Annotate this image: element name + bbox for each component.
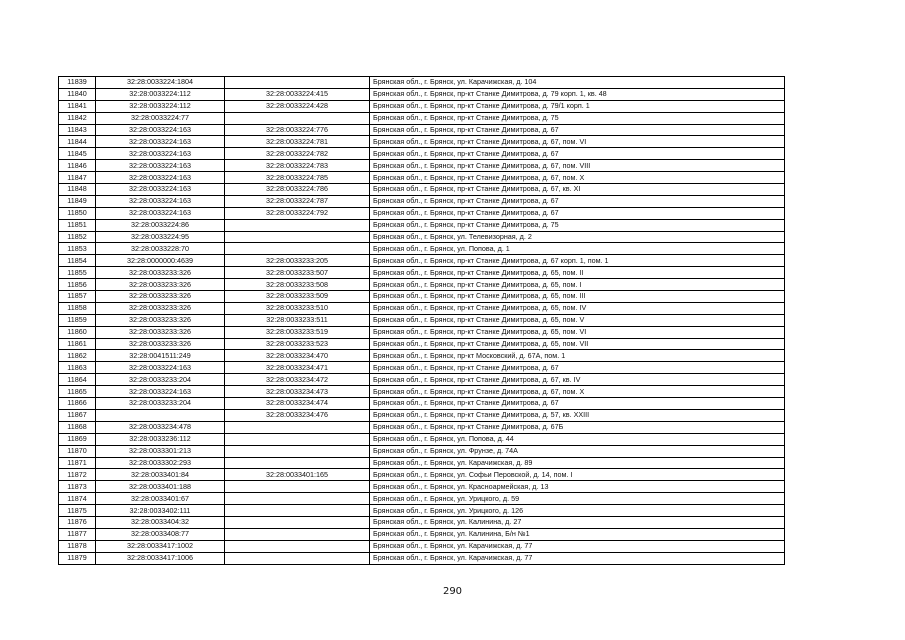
table-row [59, 326, 785, 338]
address-cell: Брянская обл., г. Брянск, пр-кт Станке Димитрова, д. 65, пом. I [370, 279, 785, 291]
cadastral-number-cell: 32:28:0033302:293 [96, 457, 225, 469]
address-cell: Брянская обл., г. Брянск, ул. Телевизорная, д. 2 [370, 231, 785, 243]
cadastral-number-cell: 32:28:0033224:95 [96, 231, 225, 243]
row-number-cell: 11877 [59, 528, 96, 540]
cadastral-number-cell: 32:28:0033224:163 [96, 160, 225, 172]
row-number-cell: 11844 [59, 136, 96, 148]
address-cell: Брянская обл., г. Брянск, ул. Попова, д. 44 [370, 433, 785, 445]
related-cadastral-number-cell: 32:28:0033234:470 [225, 350, 370, 362]
cadastral-number-cell: 32:28:0033224:163 [96, 148, 225, 160]
row-number-cell: 11869 [59, 433, 96, 445]
related-cadastral-number-cell [225, 552, 370, 564]
cadastral-number-cell: 32:28:0033233:326 [96, 291, 225, 303]
address-cell: Брянская обл., г. Брянск, пр-кт Станке Димитрова, д. 65, пом. VI [370, 326, 785, 338]
cadastral-number-cell: 32:28:0033224:163 [96, 184, 225, 196]
table-row [59, 481, 785, 493]
related-cadastral-number-cell: 32:28:0033224:428 [225, 100, 370, 112]
row-number-cell: 11842 [59, 112, 96, 124]
cadastral-number-cell: 32:28:0033401:188 [96, 481, 225, 493]
row-number-cell: 11853 [59, 243, 96, 255]
table-row [59, 362, 785, 374]
row-number-cell: 11850 [59, 207, 96, 219]
cadastral-number-cell: 32:28:0033224:86 [96, 219, 225, 231]
cadastral-number-cell: 32:28:0041511:249 [96, 350, 225, 362]
cadastral-number-cell: 32:28:0033224:163 [96, 172, 225, 184]
row-number-cell: 11860 [59, 326, 96, 338]
cadastral-number-cell: 32:28:0033224:1804 [96, 77, 225, 89]
table-row [59, 457, 785, 469]
table-row [59, 516, 785, 528]
address-cell: Брянская обл., г. Брянск, ул. Калинина, д. 27 [370, 516, 785, 528]
table-row [59, 219, 785, 231]
table-row [59, 124, 785, 136]
address-cell: Брянская обл., г. Брянск, пр-кт Станке Димитрова, д. 79 корп. 1, кв. 48 [370, 88, 785, 100]
table-row [59, 445, 785, 457]
address-cell: Брянская обл., г. Брянск, ул. Калинина, Б/н №1 [370, 528, 785, 540]
row-number-cell: 11863 [59, 362, 96, 374]
table-row [59, 314, 785, 326]
related-cadastral-number-cell: 32:28:0033224:781 [225, 136, 370, 148]
page-number: 290 [442, 586, 463, 597]
address-cell: Брянская обл., г. Брянск, пр-кт Станке Димитрова, д. 65, пом. V [370, 314, 785, 326]
related-cadastral-number-cell: 32:28:0033234:476 [225, 409, 370, 421]
row-number-cell: 11874 [59, 493, 96, 505]
row-number-cell: 11875 [59, 505, 96, 517]
row-number-cell: 11848 [59, 184, 96, 196]
row-number-cell: 11864 [59, 374, 96, 386]
table-row [59, 207, 785, 219]
address-cell: Брянская обл., г. Брянск, пр-кт Станке Димитрова, д. 67, пом. VI [370, 136, 785, 148]
cadastral-number-cell: 32:28:0033234:478 [96, 421, 225, 433]
table-row [59, 112, 785, 124]
row-number-cell: 11873 [59, 481, 96, 493]
table-row [59, 552, 785, 564]
cadastral-number-cell: 32:28:0000000:4639 [96, 255, 225, 267]
cadastral-number-cell: 32:28:0033233:326 [96, 314, 225, 326]
row-number-cell: 11841 [59, 100, 96, 112]
cadastral-number-cell: 32:28:0033417:1002 [96, 540, 225, 552]
cadastral-number-cell: 32:28:0033224:163 [96, 207, 225, 219]
table-row [59, 88, 785, 100]
related-cadastral-number-cell [225, 528, 370, 540]
registry-table [58, 76, 785, 565]
table-row [59, 302, 785, 314]
address-cell: Брянская обл., г. Брянск, пр-кт Станке Димитрова, д. 67 [370, 148, 785, 160]
address-cell: Брянская обл., г. Брянск, пр-кт Московский, д. 67А, пом. 1 [370, 350, 785, 362]
row-number-cell: 11851 [59, 219, 96, 231]
address-cell: Брянская обл., г. Брянск, ул. Попова, д. 1 [370, 243, 785, 255]
related-cadastral-number-cell: 32:28:0033224:776 [225, 124, 370, 136]
cadastral-number-cell: 32:28:0033224:163 [96, 386, 225, 398]
cadastral-number-cell: 32:28:0033224:77 [96, 112, 225, 124]
related-cadastral-number-cell [225, 433, 370, 445]
address-cell: Брянская обл., г. Брянск, пр-кт Станке Димитрова, д. 67, кв. XI [370, 184, 785, 196]
cadastral-number-cell: 32:28:0033233:326 [96, 267, 225, 279]
address-cell: Брянская обл., г. Брянск, пр-кт Станке Димитрова, д. 75 [370, 112, 785, 124]
related-cadastral-number-cell: 32:28:0033234:473 [225, 386, 370, 398]
row-number-cell: 11865 [59, 386, 96, 398]
address-cell: Брянская обл., г. Брянск, пр-кт Станке Димитрова, д. 65, пом. IV [370, 302, 785, 314]
address-cell: Брянская обл., г. Брянск, пр-кт Станке Димитрова, д. 67, кв. IV [370, 374, 785, 386]
registry-table-body [59, 77, 785, 565]
related-cadastral-number-cell: 32:28:0033234:471 [225, 362, 370, 374]
address-cell: Брянская обл., г. Брянск, пр-кт Станке Димитрова, д. 67 [370, 398, 785, 410]
table-row [59, 172, 785, 184]
address-cell: Брянская обл., г. Брянск, ул. Карачижская, д. 77 [370, 540, 785, 552]
address-cell: Брянская обл., г. Брянск, пр-кт Станке Димитрова, д. 67 корп. 1, пом. 1 [370, 255, 785, 267]
cadastral-number-cell: 32:28:0033401:67 [96, 493, 225, 505]
cadastral-number-cell: 32:28:0033301:213 [96, 445, 225, 457]
related-cadastral-number-cell [225, 231, 370, 243]
address-cell: Брянская обл., г. Брянск, пр-кт Станке Димитрова, д. 65, пом. VII [370, 338, 785, 350]
table-row [59, 100, 785, 112]
address-cell: Брянская обл., г. Брянск, пр-кт Станке Димитрова, д. 67 [370, 207, 785, 219]
address-cell: Брянская обл., г. Брянск, ул. Софьи Перовской, д. 14, пом. I [370, 469, 785, 481]
row-number-cell: 11840 [59, 88, 96, 100]
related-cadastral-number-cell: 32:28:0033224:782 [225, 148, 370, 160]
cadastral-number-cell: 32:28:0033408:77 [96, 528, 225, 540]
table-row [59, 409, 785, 421]
row-number-cell: 11866 [59, 398, 96, 410]
address-cell: Брянская обл., г. Брянск, пр-кт Станке Димитрова, д. 79/1 корп. 1 [370, 100, 785, 112]
row-number-cell: 11856 [59, 279, 96, 291]
address-cell: Брянская обл., г. Брянск, ул. Фрунзе, д. 74А [370, 445, 785, 457]
row-number-cell: 11854 [59, 255, 96, 267]
related-cadastral-number-cell: 32:28:0033224:783 [225, 160, 370, 172]
table-row [59, 184, 785, 196]
address-cell: Брянская обл., г. Брянск, ул. Карачижская, д. 89 [370, 457, 785, 469]
table-row [59, 469, 785, 481]
address-cell: Брянская обл., г. Брянск, пр-кт Станке Димитрова, д. 67 [370, 124, 785, 136]
address-cell: Брянская обл., г. Брянск, пр-кт Станке Димитрова, д. 67, пом. X [370, 386, 785, 398]
table-row [59, 243, 785, 255]
related-cadastral-number-cell: 32:28:0033233:508 [225, 279, 370, 291]
table-row [59, 493, 785, 505]
table-row [59, 398, 785, 410]
row-number-cell: 11868 [59, 421, 96, 433]
related-cadastral-number-cell: 32:28:0033224:785 [225, 172, 370, 184]
table-row [59, 421, 785, 433]
cadastral-number-cell: 32:28:0033233:326 [96, 302, 225, 314]
cadastral-number-cell: 32:28:0033233:326 [96, 279, 225, 291]
row-number-cell: 11871 [59, 457, 96, 469]
address-cell: Брянская обл., г. Брянск, ул. Карачижская, д. 77 [370, 552, 785, 564]
table-row [59, 374, 785, 386]
row-number-cell: 11879 [59, 552, 96, 564]
table-row [59, 77, 785, 89]
table-row [59, 148, 785, 160]
related-cadastral-number-cell: 32:28:0033233:205 [225, 255, 370, 267]
table-row [59, 350, 785, 362]
related-cadastral-number-cell [225, 219, 370, 231]
row-number-cell: 11858 [59, 302, 96, 314]
cadastral-number-cell: 32:28:0033404:32 [96, 516, 225, 528]
related-cadastral-number-cell: 32:28:0033233:510 [225, 302, 370, 314]
cadastral-number-cell [96, 409, 225, 421]
related-cadastral-number-cell: 32:28:0033224:415 [225, 88, 370, 100]
address-cell: Брянская обл., г. Брянск, пр-кт Станке Димитрова, д. 57, кв. XXIII [370, 409, 785, 421]
cadastral-number-cell: 32:28:0033224:163 [96, 124, 225, 136]
address-cell: Брянская обл., г. Брянск, пр-кт Станке Димитрова, д. 65, пом. III [370, 291, 785, 303]
address-cell: Брянская обл., г. Брянск, ул. Красноармейская, д. 13 [370, 481, 785, 493]
cadastral-number-cell: 32:28:0033233:326 [96, 326, 225, 338]
related-cadastral-number-cell: 32:28:0033233:507 [225, 267, 370, 279]
row-number-cell: 11847 [59, 172, 96, 184]
row-number-cell: 11846 [59, 160, 96, 172]
row-number-cell: 11839 [59, 77, 96, 89]
cadastral-number-cell: 32:28:0033402:111 [96, 505, 225, 517]
related-cadastral-number-cell: 32:28:0033233:511 [225, 314, 370, 326]
row-number-cell: 11845 [59, 148, 96, 160]
cadastral-number-cell: 32:28:0033224:163 [96, 195, 225, 207]
related-cadastral-number-cell [225, 243, 370, 255]
address-cell: Брянская обл., г. Брянск, ул. Урицкого, д. 59 [370, 493, 785, 505]
related-cadastral-number-cell [225, 421, 370, 433]
related-cadastral-number-cell: 32:28:0033401:165 [225, 469, 370, 481]
cadastral-number-cell: 32:28:0033224:112 [96, 88, 225, 100]
table-row [59, 195, 785, 207]
address-cell: Брянская обл., г. Брянск, пр-кт Станке Димитрова, д. 67, пом. VIII [370, 160, 785, 172]
address-cell: Брянская обл., г. Брянск, пр-кт Станке Димитрова, д. 67 [370, 195, 785, 207]
row-number-cell: 11855 [59, 267, 96, 279]
related-cadastral-number-cell [225, 77, 370, 89]
address-cell: Брянская обл., г. Брянск, пр-кт Станке Димитрова, д. 65, пом. II [370, 267, 785, 279]
cadastral-number-cell: 32:28:0033224:112 [96, 100, 225, 112]
row-number-cell: 11870 [59, 445, 96, 457]
related-cadastral-number-cell [225, 481, 370, 493]
table-row [59, 540, 785, 552]
row-number-cell: 11843 [59, 124, 96, 136]
related-cadastral-number-cell [225, 540, 370, 552]
row-number-cell: 11876 [59, 516, 96, 528]
address-cell: Брянская обл., г. Брянск, ул. Карачижская, д. 104 [370, 77, 785, 89]
table-row [59, 136, 785, 148]
related-cadastral-number-cell [225, 112, 370, 124]
row-number-cell: 11849 [59, 195, 96, 207]
address-cell: Брянская обл., г. Брянск, ул. Урицкого, д. 126 [370, 505, 785, 517]
address-cell: Брянская обл., г. Брянск, пр-кт Станке Димитрова, д. 67, пом. X [370, 172, 785, 184]
table-row [59, 160, 785, 172]
cadastral-number-cell: 32:28:0033233:204 [96, 374, 225, 386]
related-cadastral-number-cell [225, 493, 370, 505]
cadastral-number-cell: 32:28:0033233:326 [96, 338, 225, 350]
cadastral-number-cell: 32:28:0033417:1006 [96, 552, 225, 564]
table-row [59, 231, 785, 243]
row-number-cell: 11867 [59, 409, 96, 421]
related-cadastral-number-cell: 32:28:0033224:792 [225, 207, 370, 219]
related-cadastral-number-cell: 32:28:0033233:509 [225, 291, 370, 303]
related-cadastral-number-cell: 32:28:0033233:519 [225, 326, 370, 338]
table-row [59, 338, 785, 350]
related-cadastral-number-cell [225, 445, 370, 457]
cadastral-number-cell: 32:28:0033236:112 [96, 433, 225, 445]
address-cell: Брянская обл., г. Брянск, пр-кт Станке Димитрова, д. 67Б [370, 421, 785, 433]
address-cell: Брянская обл., г. Брянск, пр-кт Станке Димитрова, д. 67 [370, 362, 785, 374]
table-row [59, 386, 785, 398]
table-row [59, 291, 785, 303]
table-row [59, 528, 785, 540]
table-row [59, 505, 785, 517]
cadastral-number-cell: 32:28:0033224:163 [96, 362, 225, 374]
row-number-cell: 11862 [59, 350, 96, 362]
row-number-cell: 11861 [59, 338, 96, 350]
table-row [59, 279, 785, 291]
cadastral-number-cell: 32:28:0033228:70 [96, 243, 225, 255]
row-number-cell: 11857 [59, 291, 96, 303]
table-row [59, 255, 785, 267]
related-cadastral-number-cell [225, 516, 370, 528]
related-cadastral-number-cell: 32:28:0033224:787 [225, 195, 370, 207]
related-cadastral-number-cell [225, 505, 370, 517]
cadastral-number-cell: 32:28:0033401:84 [96, 469, 225, 481]
related-cadastral-number-cell: 32:28:0033233:523 [225, 338, 370, 350]
table-row [59, 433, 785, 445]
address-cell: Брянская обл., г. Брянск, пр-кт Станке Димитрова, д. 75 [370, 219, 785, 231]
related-cadastral-number-cell: 32:28:0033224:786 [225, 184, 370, 196]
row-number-cell: 11852 [59, 231, 96, 243]
related-cadastral-number-cell: 32:28:0033234:472 [225, 374, 370, 386]
row-number-cell: 11878 [59, 540, 96, 552]
table-row [59, 267, 785, 279]
related-cadastral-number-cell: 32:28:0033234:474 [225, 398, 370, 410]
row-number-cell: 11872 [59, 469, 96, 481]
cadastral-number-cell: 32:28:0033233:204 [96, 398, 225, 410]
cadastral-number-cell: 32:28:0033224:163 [96, 136, 225, 148]
related-cadastral-number-cell [225, 457, 370, 469]
row-number-cell: 11859 [59, 314, 96, 326]
